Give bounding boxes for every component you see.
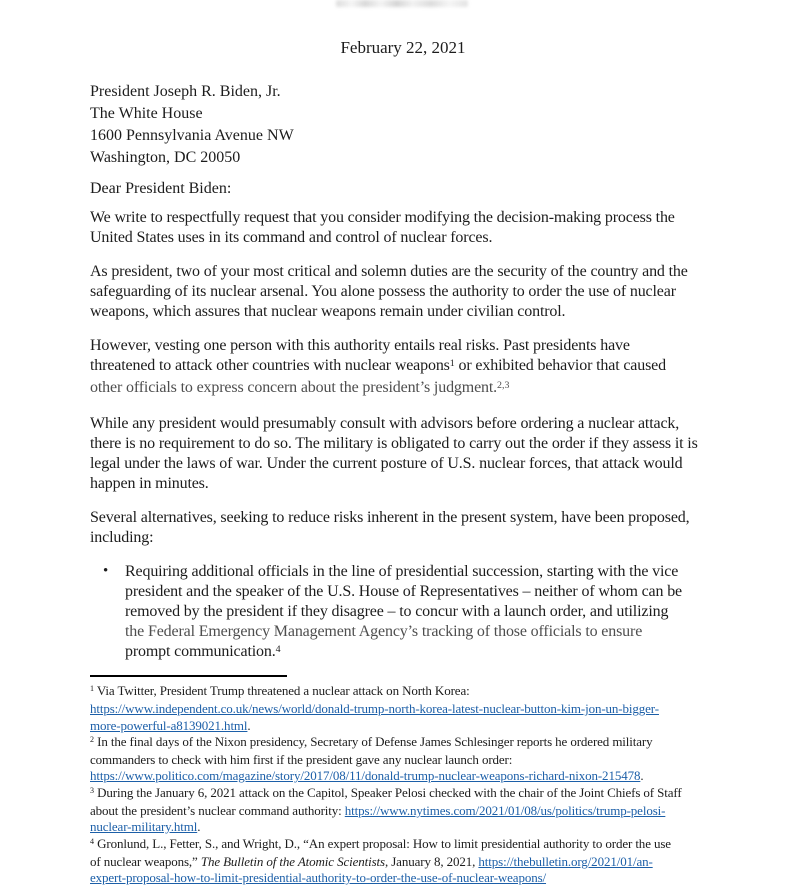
text-line [90,734,770,752]
text-segment: . [247,717,251,733]
footnote-link[interactable]: https://www.politico.com/magazine/story/2017/08/11/donald-trump-nuclear-weapons-richard-nixon-215478 [90,768,641,784]
text-segment: threatened to attack other countries with nuclear weapons [90,357,450,374]
text-line [90,768,770,784]
text-line [90,336,770,356]
text-segment: other officials to express concern about the president’s judgment. [90,379,498,396]
text-line [90,508,770,528]
text-segment: the Federal Emergency Management Agency’s tracking of those officials to ensure [125,623,643,640]
footnote-link[interactable]: more-powerful-a8139021.html [90,717,248,733]
footnote-separator [90,675,287,677]
text-line [90,262,770,282]
footnote [90,836,770,887]
text-segment: Gronlund, L., Fetter, S., and Wright, D., “An expert proposal: How to limit presidential authority to order the use [94,835,671,851]
footnote-number: 2 [90,735,95,745]
text-line [90,701,770,717]
text-segment: prompt communication. [125,643,276,660]
text-segment: safeguarding of its nuclear arsenal. You alone possess the authority to order the use of nuclear [90,283,676,300]
text-line [90,302,770,322]
text-line [90,819,770,835]
cropped-letterhead-fragment [336,0,468,7]
text-line [90,870,770,886]
footnote-link[interactable]: nuclear-military.html [90,819,198,835]
text-line [90,378,770,400]
text-segment: of nuclear weapons,” [90,853,201,869]
footnotes-section [90,683,770,887]
text-segment: While any president would presumably consult with advisors before ordering a nuclear attack, [90,415,680,432]
text-segment: . [640,768,644,784]
text-segment: . [197,819,201,835]
text-line [125,602,770,622]
text-line [90,836,770,854]
text-line [90,208,770,228]
recipient-line: Washington, DC 20050 [90,149,241,166]
text-line [90,854,770,870]
text-line [90,785,770,803]
text-segment: , January 8, 2021, [384,853,479,869]
text-line [90,434,770,454]
letter-body [90,208,770,678]
text-segment: Several alternatives, seeking to reduce risks inherent in the present system, have been proposed, [90,509,690,526]
footnote [90,734,770,785]
text-line [90,356,770,378]
footnote-ref: 2,3 [497,379,510,391]
paragraph [90,508,770,548]
recipient-address [90,81,294,169]
text-segment: removed by the president if they disagree – to concur with a launch order, and utilizing [125,603,669,620]
text-segment: commanders to check with him first if the president gave any nuclear launch order: [90,752,513,768]
text-segment: Via Twitter, President Trump threatened a nuclear attack on North Korea: [94,683,470,698]
footnote-link[interactable]: https://www.nytimes.com/2021/01/08/us/politics/trump-pelosi- [344,803,666,819]
text-segment: In the final days of the Nixon presidency, Secretary of Defense James Schlesinger reports he ordered military [94,733,653,749]
text-line [90,752,770,768]
text-segment: president and the speaker of the U.S. House of Representatives – neither of whom can be [125,583,682,600]
text-segment: or exhibited behavior that caused [454,357,666,374]
text-segment: We write to respectfully request that you consider modifying the decision-making process the [90,209,675,226]
text-line [90,454,770,474]
text-segment: During the January 6, 2021 attack on the Capitol, Speaker Pelosi checked with the chair of the Joint Chiefs of Staff [94,784,682,800]
text-line [90,414,770,434]
footnote [90,785,770,836]
paragraph [90,208,770,248]
text-line [125,582,770,602]
text-line [125,642,770,664]
text-segment: legal under the laws of war. Under the current posture of U.S. nuclear forces, that attack would [90,455,683,472]
text-line [125,562,770,582]
footnote-number: 3 [90,786,95,796]
footnote-link[interactable]: expert-proposal-how-to-limit-presidential-authority-to-order-the-use-of-nuclear-weapons/ [90,870,547,886]
text-segment: United States uses in its command and control of nuclear forces. [90,229,493,246]
footnote-number: 4 [90,837,95,847]
text-segment: However, vesting one person with this authority entails real risks. Past presidents have [90,337,630,354]
paragraph [90,262,770,322]
text-line [90,474,770,494]
text-segment: including: [90,529,154,546]
text-line [90,528,770,548]
text-segment: As president, two of your most critical and solemn duties are the security of the country and the [90,263,688,280]
paragraph [90,414,770,494]
paragraph [90,336,770,400]
text-line [90,718,770,734]
recipient-line: President Joseph R. Biden, Jr. [90,83,281,100]
publication-title: The Bulletin of the Atomic Scientists [200,853,385,869]
footnote [90,683,770,734]
text-line [90,228,770,248]
text-line [90,683,770,701]
footnote-link[interactable]: https://thebulletin.org/2021/01/an- [478,853,653,869]
bullet-item [90,562,770,664]
text-segment: weapons, which assures that nuclear weapons remain under civilian control. [90,303,566,320]
text-line [90,282,770,302]
text-line [90,803,770,819]
footnote-ref: 1 [449,357,455,369]
recipient-line: 1600 Pennsylvania Avenue NW [90,127,294,144]
recipient-line: The White House [90,105,203,122]
letter-date: February 22, 2021 [340,38,466,57]
footnote-link[interactable]: https://www.independent.co.uk/news/world/donald-trump-north-korea-latest-nuclear-button-kim-jon-un-bigger- [90,701,659,717]
footnote-number: 1 [90,684,95,694]
text-segment: Requiring additional officials in the line of presidential succession, starting with the vice [125,563,679,580]
text-segment: happen in minutes. [90,475,209,492]
salutation: Dear President Biden: [90,180,232,197]
text-segment: there is no requirement to do so. The military is obligated to carry out the order if they assess it is [90,435,698,452]
text-segment: about the president’s nuclear command authority: [90,803,345,819]
bullet-marker-icon: • [103,563,109,579]
text-line [125,622,770,642]
footnote-ref: 4 [275,643,281,655]
